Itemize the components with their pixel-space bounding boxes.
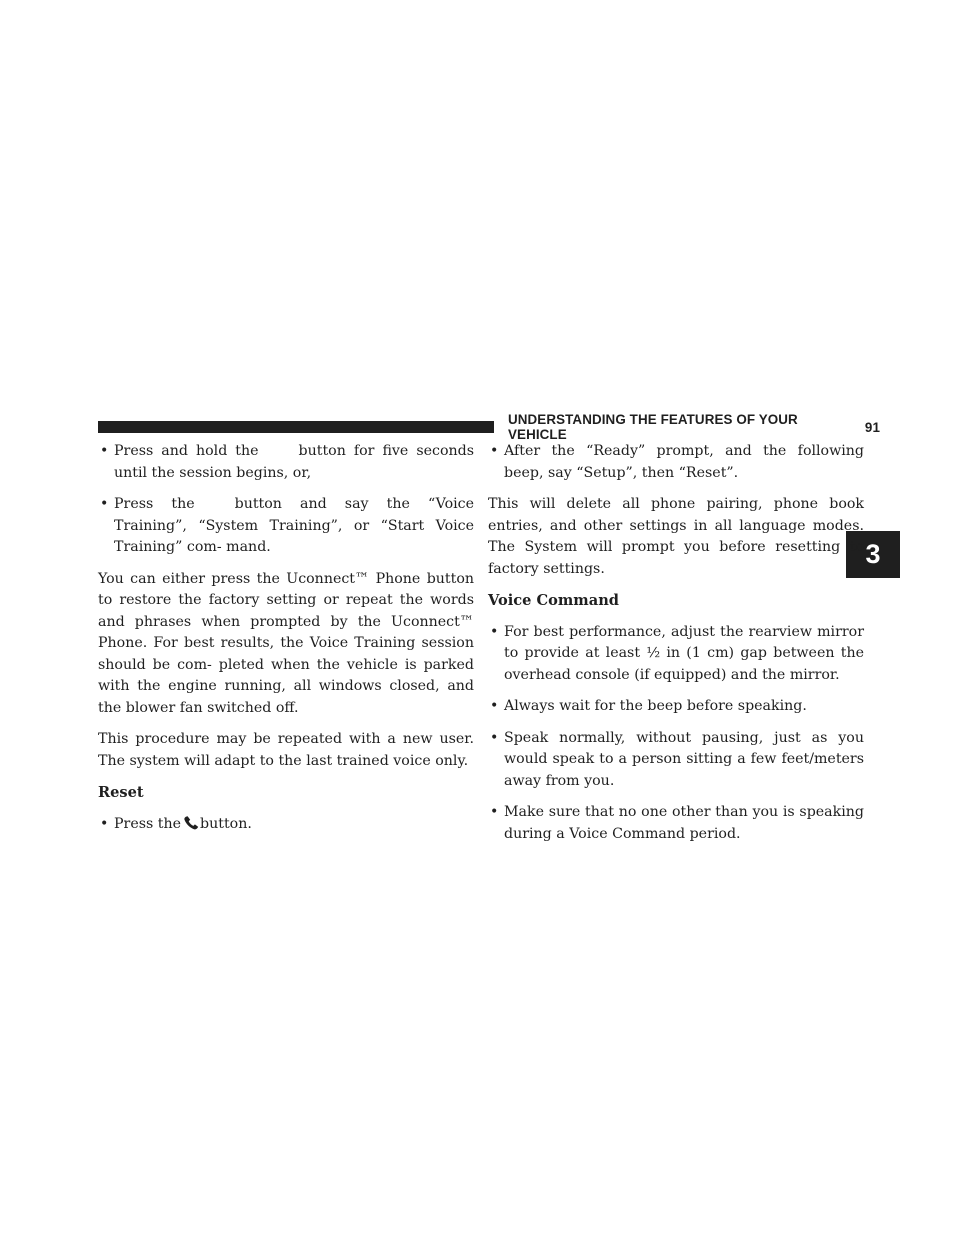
- voice-button-icon-placeholder: [195, 494, 235, 508]
- page-number: 91: [864, 419, 880, 435]
- bullet-item: [488, 441, 864, 484]
- bullet-text: Make sure that no one other than you is speaking during a Voice Command period.: [504, 804, 864, 842]
- bullet-text-after: button and say the “Voice Training”, “System Training”, or “Start Voice Training” com- mand.: [114, 496, 474, 555]
- bullet-dot: •: [490, 804, 499, 820]
- bullet-text: After the “Ready” prompt, and the following beep, say “Setup”, then “Reset”.: [504, 443, 864, 481]
- section-heading-voice-command: Voice Command: [488, 592, 620, 609]
- bullet-text: [114, 494, 474, 559]
- bullet-item: [488, 728, 864, 793]
- bullet-item: [98, 814, 474, 836]
- bullet-dot: •: [100, 443, 109, 459]
- voice-button-icon-placeholder: [259, 441, 299, 455]
- bullet-item: [98, 441, 474, 484]
- bullet-text-after: button for five seconds until the session begins, or,: [114, 443, 474, 481]
- running-header: [508, 412, 880, 442]
- bullet-item: [488, 696, 864, 718]
- bullet-text: Speak normally, without pausing, just as you would speak to a person sitting a few feet/meters away from you.: [504, 729, 864, 789]
- header-rule: [98, 421, 494, 433]
- section-title: UNDERSTANDING THE FEATURES OF YOUR VEHICLE: [508, 412, 798, 442]
- bullet-item: [488, 802, 864, 845]
- bullet-text-before: Press and hold the: [114, 443, 259, 459]
- bullet-text: [114, 441, 474, 484]
- bullet-text-before: Press the: [114, 496, 195, 512]
- left-column: [98, 441, 474, 845]
- bullet-text: [114, 814, 474, 836]
- bullet-text-before: Press the: [114, 815, 182, 832]
- chapter-tab: 3: [846, 531, 900, 578]
- paragraph: You can either press the Uconnect™ Phone button to restore the factory setting or repeat the words and phrases when prompted by the Uconnect™ Phone. For best results, the Voice Training session should be com- pleted when the vehicle is parked with the engine running, all windows closed, and the blower fan switched off.: [98, 570, 474, 716]
- right-column: [488, 441, 864, 855]
- bullet-dot: •: [490, 623, 499, 640]
- bullet-text: For best performance, adjust the rearview mirror to provide at least ½ in (1 cm) gap between the overhead console (if equipped) and the mirror.: [504, 623, 864, 683]
- paragraph: This procedure may be repeated with a new user. The system will adapt to the last trained voice only.: [98, 731, 474, 769]
- phone-icon: [183, 816, 199, 830]
- bullet-item: [98, 494, 474, 559]
- paragraph: This will delete all phone pairing, phone book entries, and other settings in all language modes. The System will prompt you before resetting to factory settings.: [488, 496, 864, 577]
- bullet-text-after: button.: [200, 815, 252, 832]
- bullet-text: Always wait for the beep before speaking.: [504, 698, 807, 714]
- bullet-dot: •: [490, 698, 499, 714]
- bullet-item: [488, 622, 864, 687]
- section-heading-reset: Reset: [98, 784, 144, 801]
- bullet-dot: •: [490, 443, 499, 459]
- bullet-dot: •: [100, 815, 109, 832]
- bullet-dot: •: [100, 496, 109, 512]
- bullet-dot: •: [490, 729, 499, 746]
